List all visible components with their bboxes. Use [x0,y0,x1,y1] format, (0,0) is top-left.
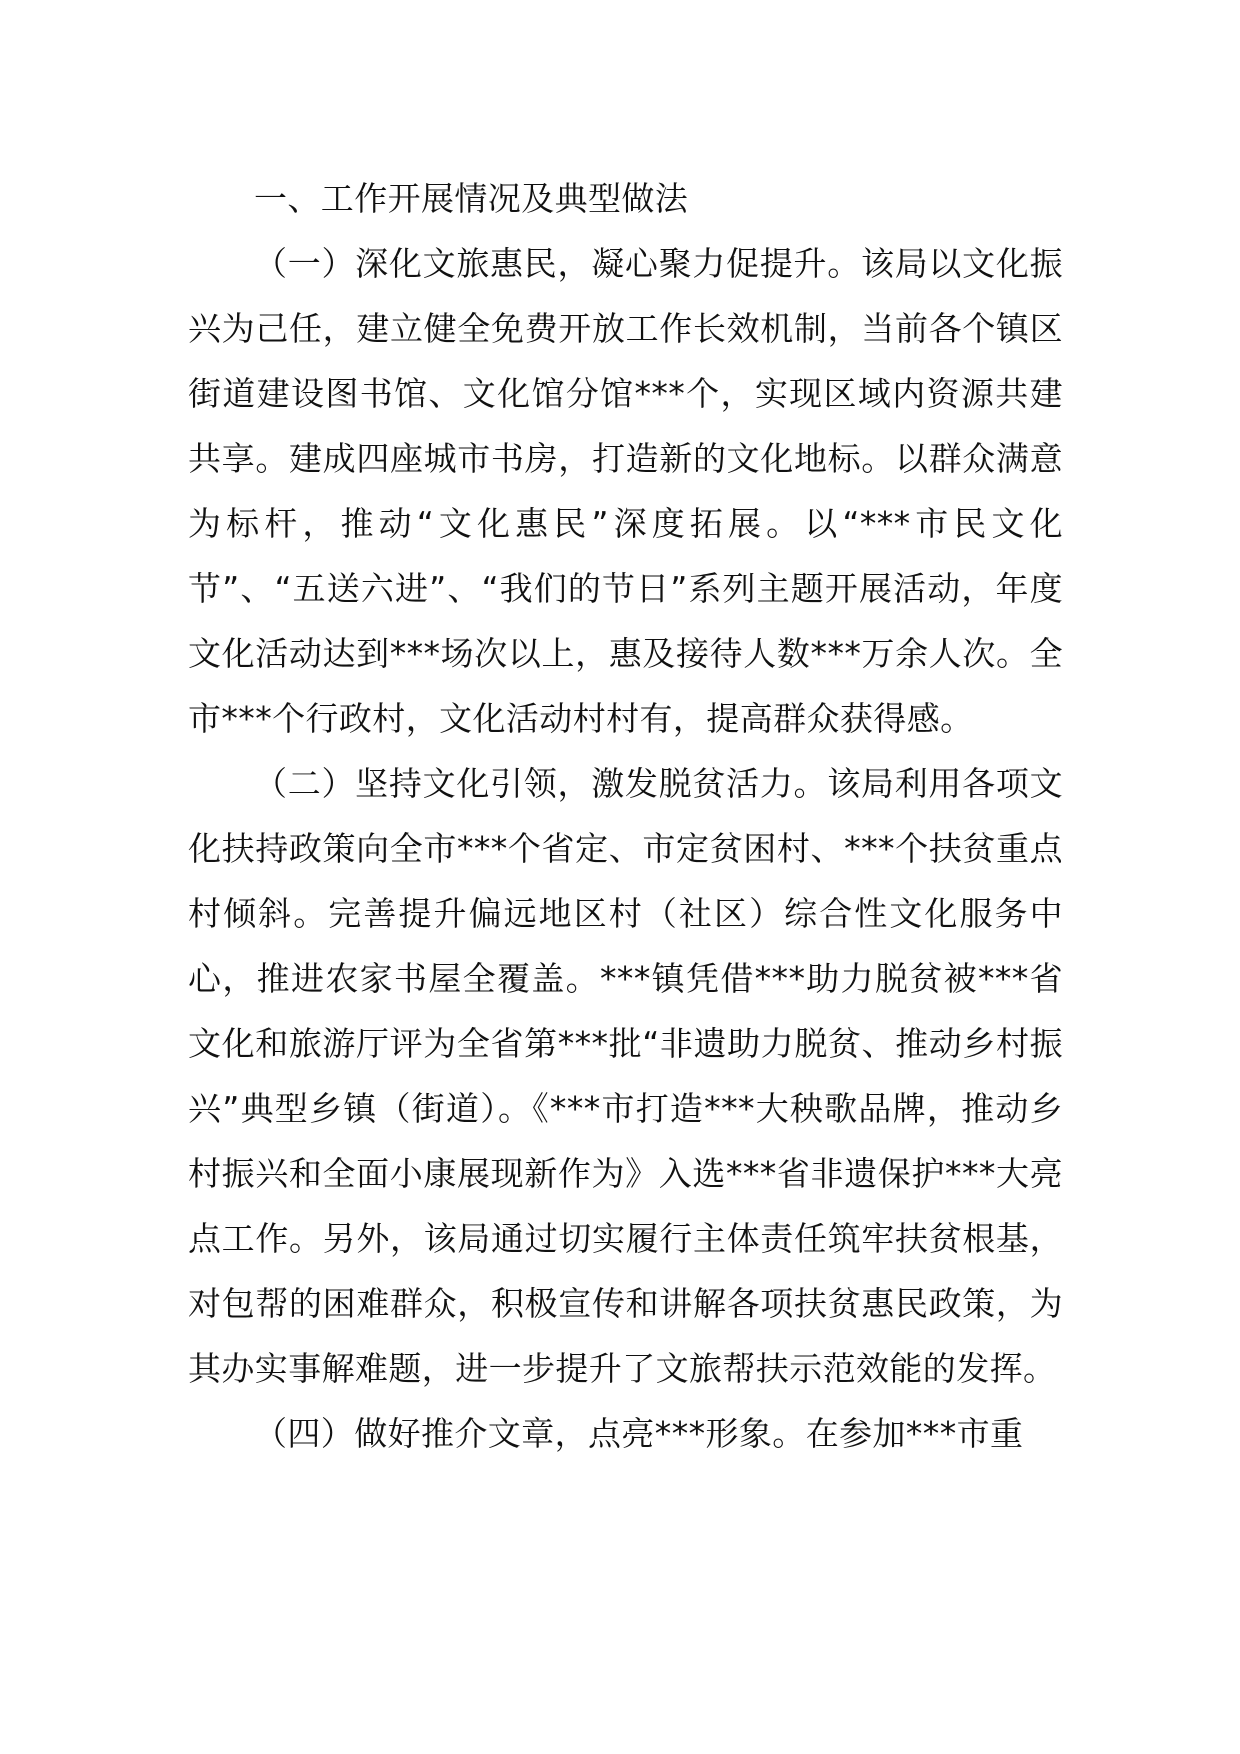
paragraph-1: （一）深化文旅惠民，凝心聚力促提升。该局以文化振兴为己任，建立健全免费开放工作长效机制，当前各个镇区街道建设图书馆、文化馆分馆***个，实现区域内资源共建共享。建成四座城市书房，打造新的文化地标。以群众满意为标杆，推动“文化惠民”深度拓展。以“***市民文化节”、“五送六进”、“我们的节日”系列主题开展活动，年度文化活动达到***场次以上，惠及接待人数***万余人次。全市***个行政村，文化活动村村有，提高群众获得感。 [188,244,1063,738]
document-body [188,166,1063,1466]
section-heading: 一、工作开展情况及典型做法 [254,179,689,218]
paragraph-2: （二）坚持文化引领，激发脱贫活力。该局利用各项文化扶持政策向全市***个省定、市定贫困村、***个扶贫重点村倾斜。完善提升偏远地区村（社区）综合性文化服务中心，推进农家书屋全覆盖。***镇凭借***助力脱贫被***省文化和旅游厅评为全省第***批“非遗助力脱贫、推动乡村振兴”典型乡镇（街道）。《***市打造***大秧歌品牌，推动乡村振兴和全面小康展现新作为》入选***省非遗保护***大亮点工作。另外，该局通过切实履行主体责任筑牢扶贫根基，对包帮的困难群众，积极宣传和讲解各项扶贫惠民政策，为其办实事解难题，进一步提升了文旅帮扶示范效能的发挥。 [188,764,1063,1388]
paragraph-3: （四）做好推介文章，点亮***形象。在参加***市重 [254,1414,1024,1453]
